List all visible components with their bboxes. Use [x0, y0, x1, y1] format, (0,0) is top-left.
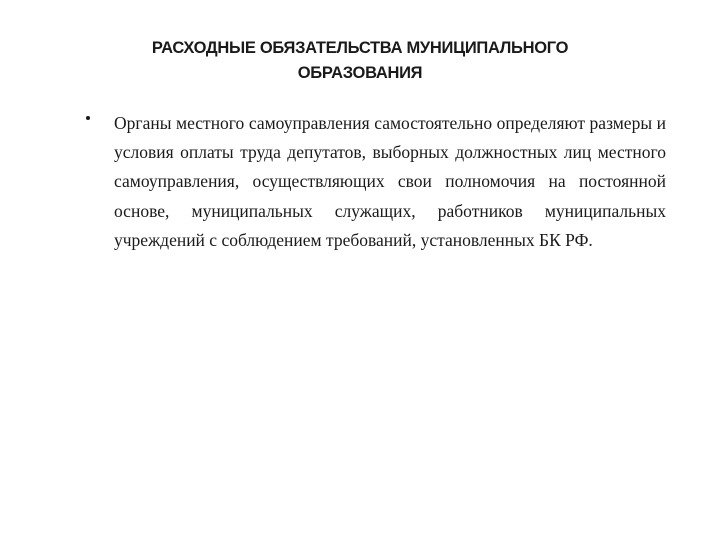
- slide-title-line-2: ОБРАЗОВАНИЯ: [297, 64, 423, 82]
- slide-title-line-1: РАСХОДНЫЕ ОБЯЗАТЕЛЬСТВА МУНИЦИПАЛЬНОГО: [151, 39, 569, 57]
- bullet-dot-icon: [86, 116, 90, 120]
- slide-title: [60, 36, 660, 86]
- bullet-text: Органы местного самоуправления самостоятельно определяют размеры и условия оплаты труда депутатов, выборных должностных лиц местного самоуправления, осуществляющих свои полномочия на постоянной основе, муниципальных служащих, работников муниципальных учреждений с соблюдением требований, установленных БК РФ.: [114, 113, 666, 250]
